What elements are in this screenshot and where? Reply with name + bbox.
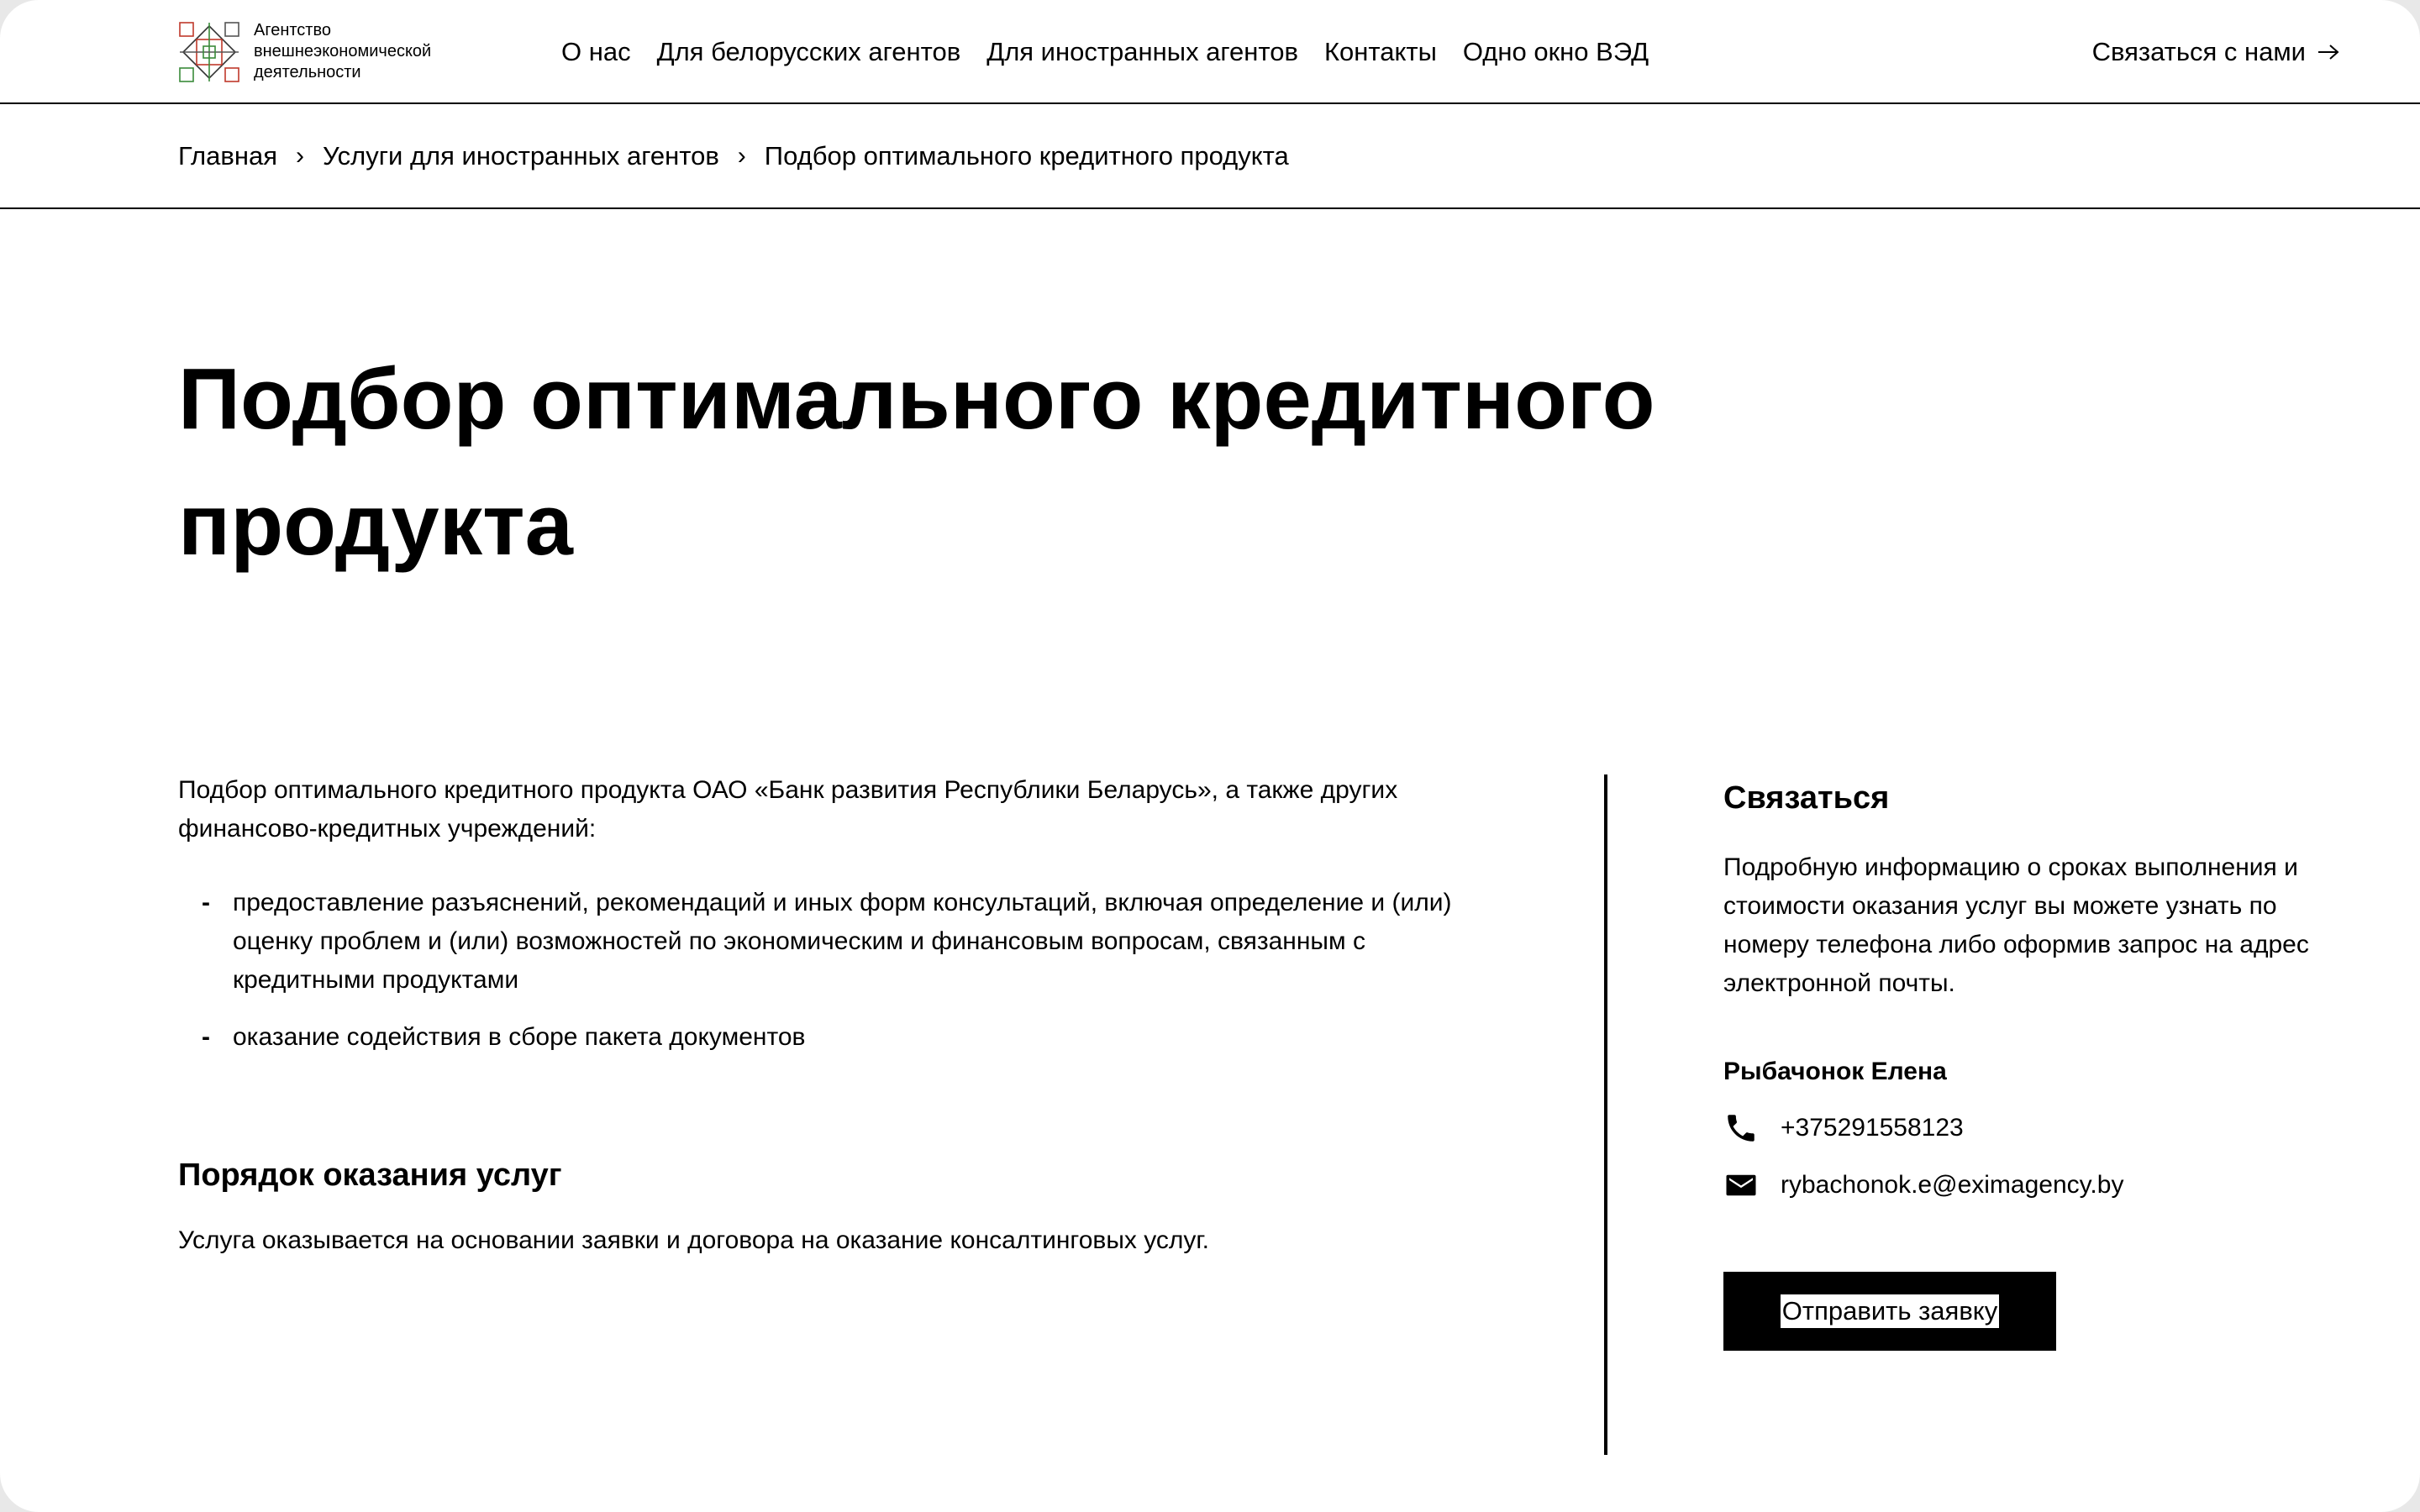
phone-icon: [1723, 1110, 1759, 1146]
contact-panel: [1723, 776, 2345, 1351]
chevron-right-icon: ›: [296, 142, 304, 170]
breadcrumb-foreign-services[interactable]: Услуги для иностранных агентов: [323, 141, 719, 171]
list-item-text: оказание содействия в сборе пакета документов: [233, 1023, 806, 1051]
breadcrumb-home[interactable]: Главная: [178, 141, 277, 171]
service-description: [178, 771, 1489, 1260]
section-title: Порядок оказания услуг: [178, 1158, 562, 1193]
submit-request-label: Отправить заявку: [1781, 1294, 1999, 1328]
logo-text: [254, 20, 472, 83]
contact-us-label: Связаться с нами: [2091, 37, 2306, 66]
main-nav: [561, 34, 1675, 71]
section-text: Услуга оказывается на основании заявки и договора на оказание консалтинговых услуг.: [178, 1226, 1209, 1254]
breadcrumb: [178, 138, 1289, 175]
list-item: [178, 1018, 1489, 1057]
contact-us-link[interactable]: [2092, 34, 2339, 71]
nav-belarusian-agents[interactable]: Для белорусских агентов: [656, 37, 961, 66]
agency-logo-icon: [178, 21, 240, 83]
intro-text: Подбор оптимального кредитного продукта ОАО «Банк развития Республики Беларусь», а также других финансово-кредитных учреждений:: [178, 776, 1398, 843]
list-item: [178, 884, 1489, 1000]
bullet-marker: -: [202, 1023, 210, 1051]
logo[interactable]: [178, 20, 472, 83]
column-divider: [1604, 774, 1607, 1455]
contact-description: Подробную информацию о сроках выполнения и стоимости оказания услуг вы можете узнать по номеру телефона либо оформив запрос на адрес электронной почты.: [1723, 853, 2309, 997]
mail-icon: [1723, 1168, 1759, 1203]
bullet-marker: -: [202, 889, 210, 916]
chevron-right-icon: ›: [737, 142, 746, 170]
nav-contacts[interactable]: Контакты: [1323, 37, 1437, 66]
email-row[interactable]: [1723, 1168, 2345, 1203]
breadcrumb-current: Подбор оптимального кредитного продукта: [764, 141, 1289, 171]
list-item-text: предоставление разъяснений, рекомендаций и иных форм консультаций, включая определение и (или) оценку проблем и (или) возможностей по экономическим и финансовым вопросам, связанным с кредитными продуктами: [233, 889, 1452, 994]
breadcrumb-bar: [0, 104, 2420, 209]
page-title: Подбор оптимального кредитного продукта: [178, 350, 1655, 573]
phone-number: +375291558123: [1781, 1114, 1964, 1142]
email-address: rybachonok.e@eximagency.by: [1781, 1171, 2124, 1199]
logo-line: Агентство: [254, 21, 331, 39]
logo-line: внешнеэкономической: [254, 42, 432, 60]
phone-row[interactable]: [1723, 1110, 2345, 1146]
contact-person: Рыбачонок Елена: [1723, 1058, 1947, 1085]
contact-title: Связаться: [1723, 780, 1890, 816]
site-header: [0, 0, 2420, 104]
submit-request-button[interactable]: [1723, 1272, 2056, 1351]
nav-foreign-agents[interactable]: Для иностранных агентов: [986, 37, 1298, 66]
logo-line: деятельности: [254, 63, 361, 81]
arrow-right-icon: [2317, 44, 2339, 60]
nav-one-window[interactable]: Одно окно ВЭД: [1462, 37, 1649, 66]
nav-about[interactable]: О нас: [561, 37, 631, 66]
service-list: [178, 884, 1489, 1057]
